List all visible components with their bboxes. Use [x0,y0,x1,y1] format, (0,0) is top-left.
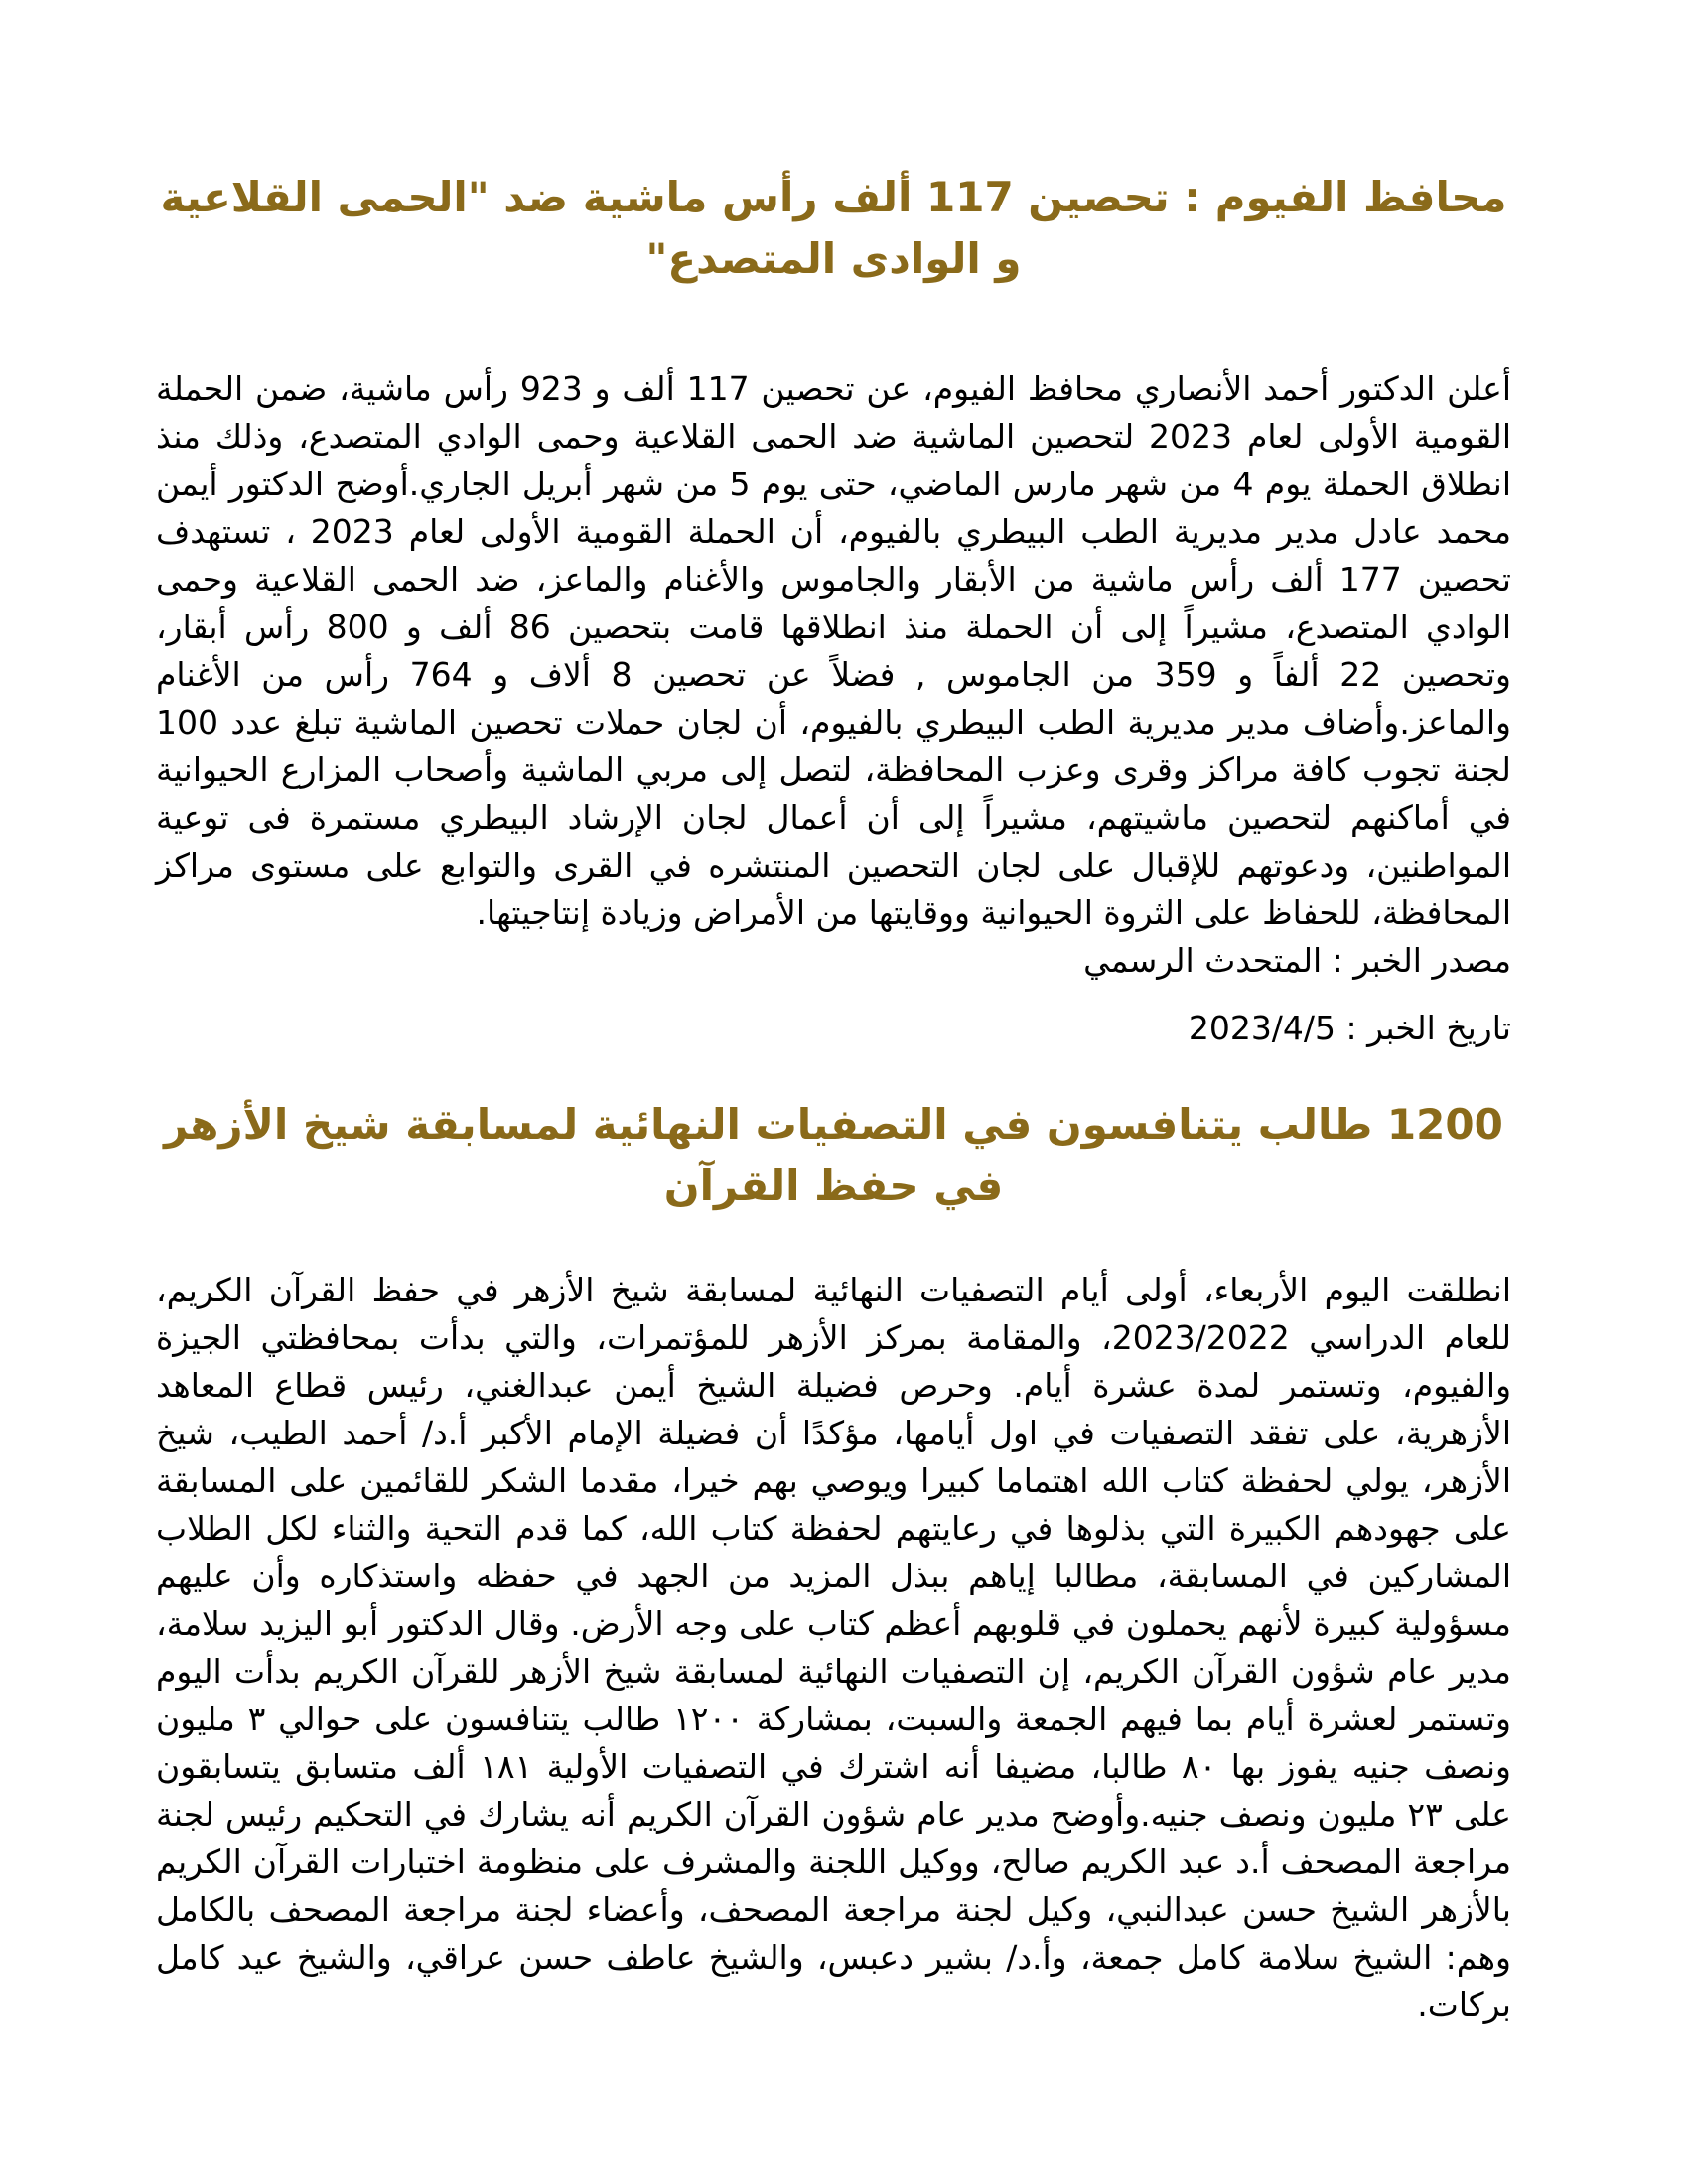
article-1-title: محافظ الفيوم : تحصين 117 ألف رأس ماشية ضد "الحمى القلاعية و الوادى المتصدع" [160,173,1507,283]
article-1-news-date: تاريخ الخبر : 2023/4/5 [1188,1009,1511,1047]
article-1 [156,167,1511,1052]
article-2-title: 1200 طالب يتنافسون في التصفيات النهائية لمسابقة شيخ الأزهر في حفظ القرآن [164,1100,1503,1210]
article-1-news-source: مصدر الخبر : المتحدث الرسمي [1083,941,1511,980]
article-1-body: أعلن الدكتور أحمد الأنصاري محافظ الفيوم، عن تحصين 117 ألف و 923 رأس ماشية، ضمن الحملة القومية الأولى لعام 2023 لتحصين الماشية ضد الحمى القلاعية وحمى الوادي المتصدع، وذلك منذ انطلاق الحملة يوم 4 من شهر مارس الماضي، حتى يوم 5 من شهر أبريل الجاري.أوضح الدكتور أيمن محمد عادل مدير مديرية الطب البيطري بالفيوم، أن الحملة القومية الأولى لعام 2023 ، تستهدف تحصين 177 ألف رأس ماشية من الأبقار والجاموس والأغنام والماعز، ضد الحمى القلاعية وحمى الوادي المتصدع، مشيراً إلى أن الحملة منذ انطلاقها قامت بتحصين 86 ألف و 800 رأس أبقار، وتحصين 22 ألفاً و 359 من الجاموس , فضلاً عن تحصين 8 ألاف و 764 رأس من الأغنام والماعز.وأضاف مدير مديرية الطب البيطري بالفيوم، أن لجان حملات تحصين الماشية تبلغ عدد 100 لجنة تجوب كافة مراكز وقرى وعزب المحافظة، لتصل إلى مربي الماشية وأصحاب المزارع الحيوانية في أماكنهم لتحصين ماشيتهم، مشيراً إلى أن أعمال لجان الإرشاد البيطري مستمرة فى توعية المواطنين، ودعوتهم للإقبال على لجان التحصين المنتشره في القرى والتوابع على مستوى مراكز المحافظة، للحفاظ على الثروة الحيوانية ووقايتها من الأمراض وزيادة إنتاجيتها. [156,369,1511,932]
article-2-body: انطلقت اليوم الأربعاء، أولى أيام التصفيات النهائية لمسابقة شيخ الأزهر في حفظ القرآن الكريم، للعام الدراسي 2023/2022، والمقامة بمركز الأزهر للمؤتمرات، والتي بدأت بمحافظتي الجيزة والفيوم، وتستمر لمدة عشرة أيام. وحرص فضيلة الشيخ أيمن عبدالغني، رئيس قطاع المعاهد الأزهرية، على تفقد التصفيات في اول أيامها، مؤكدًا أن فضيلة الإمام الأكبر أ.د/ أحمد الطيب، شيخ الأزهر، يولي لحفظة كتاب الله اهتماما كبيرا ويوصي بهم خيرا، مقدما الشكر للقائمين على المسابقة على جهودهم الكبيرة التي بذلوها في رعايتهم لحفظة كتاب الله، كما قدم التحية والثناء لكل الطلاب المشاركين في المسابقة، مطالبا إياهم ببذل المزيد من الجهد في حفظه واستذكاره وأن عليهم مسؤولية كبيرة لأنهم يحملون في قلوبهم أعظم كتاب على وجه الأرض. وقال الدكتور أبو اليزيد سلامة، مدير عام شؤون القرآن الكريم، إن التصفيات النهائية لمسابقة شيخ الأزهر للقرآن الكريم بدأت اليوم وتستمر لعشرة أيام بما فيهم الجمعة والسبت، بمشاركة ١٢٠٠ طالب يتنافسون على حوالي ٣ مليون ونصف جنيه يفوز بها ٨٠ طالبا، مضيفا أنه اشترك في التصفيات الأولية ١٨١ ألف متسابق يتسابقون على ٢٣ مليون ونصف جنيه.وأوضح مدير عام شؤون القرآن الكريم أنه يشارك في التحكيم رئيس لجنة مراجعة المصحف أ.د عبد الكريم صالح، ووكيل اللجنة والمشرف على منظومة اختبارات القرآن الكريم بالأزهر الشيخ حسن عبدالنبي، وكيل لجنة مراجعة المصحف، وأعضاء لجنة مراجعة المصحف بالكامل وهم: الشيخ سلامة كامل جمعة، وأ.د/ بشير دعبس، والشيخ عاطف حسن عراقي، والشيخ عيد كامل بركات. [156,1271,1511,2024]
article-2 [156,1094,1511,2029]
